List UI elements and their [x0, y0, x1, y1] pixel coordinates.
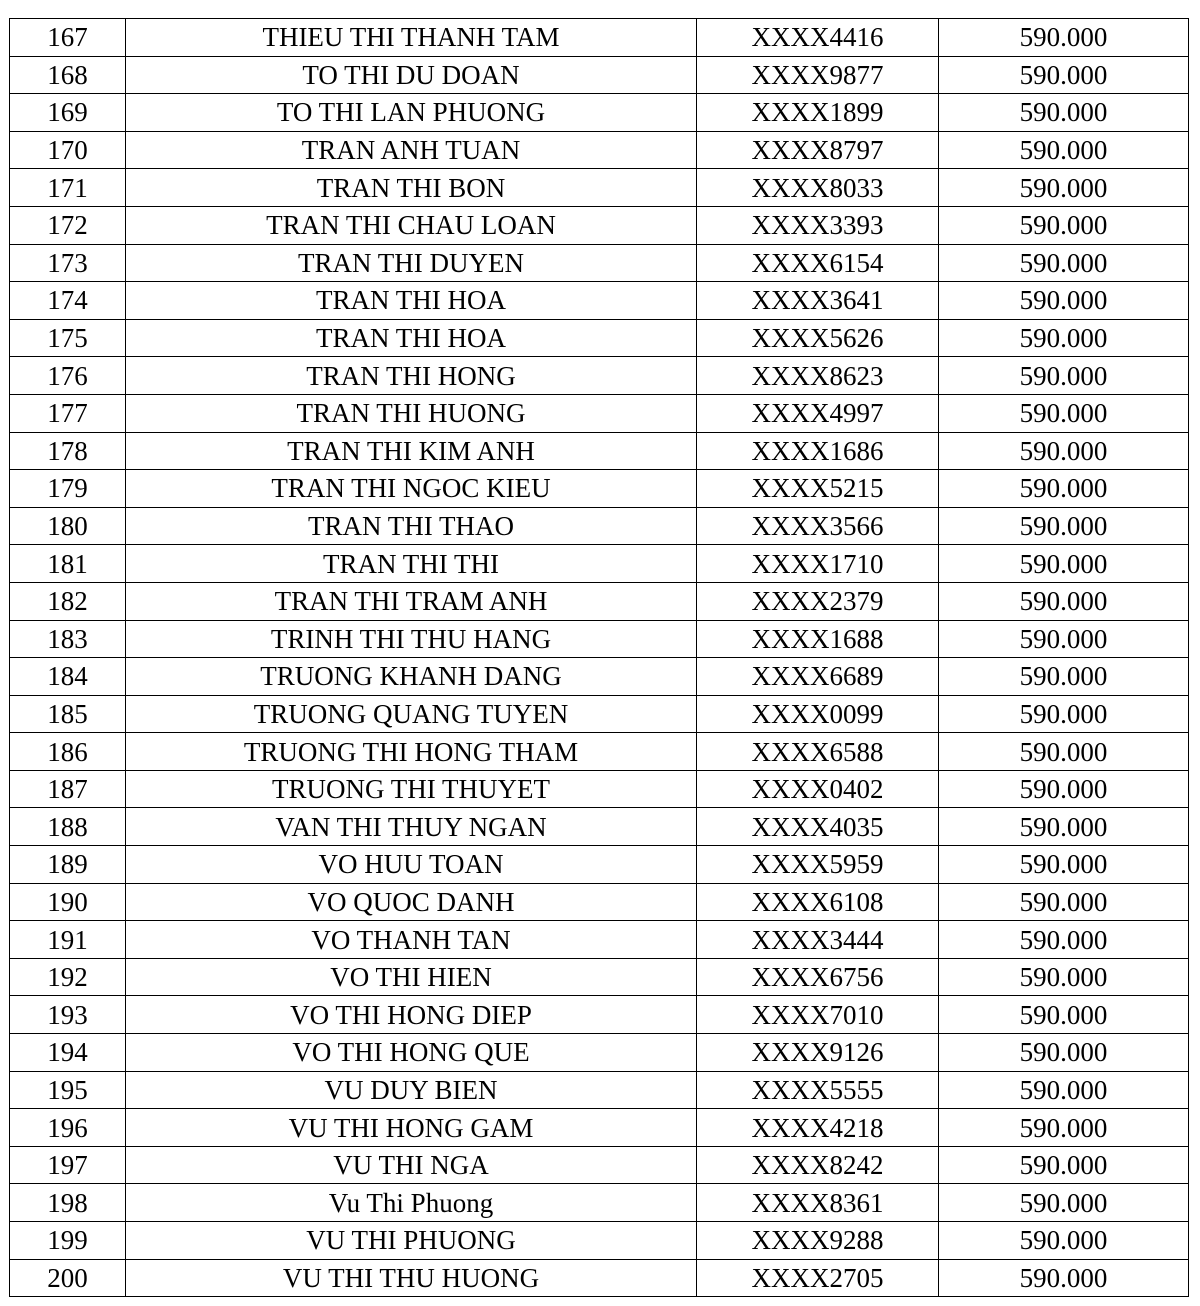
recipient-name-cell: VU THI HONG GAM — [126, 1109, 697, 1147]
account-number-cell: XXXX6154 — [697, 244, 939, 282]
row-number-cell: 200 — [10, 1259, 126, 1297]
recipient-name-cell: VO THANH TAN — [126, 921, 697, 959]
account-number-cell: XXXX6756 — [697, 958, 939, 996]
table-row — [10, 846, 1189, 884]
row-number-cell: 169 — [10, 94, 126, 132]
row-number-cell: 190 — [10, 883, 126, 921]
table-row — [10, 507, 1189, 545]
amount-cell: 590.000 — [939, 808, 1189, 846]
amount-cell: 590.000 — [939, 1034, 1189, 1072]
recipient-name-cell: TRUONG QUANG TUYEN — [126, 695, 697, 733]
row-number-cell: 171 — [10, 169, 126, 207]
account-number-cell: XXXX8033 — [697, 169, 939, 207]
amount-cell: 590.000 — [939, 996, 1189, 1034]
row-number-cell: 183 — [10, 620, 126, 658]
row-number-cell: 192 — [10, 958, 126, 996]
table-row — [10, 394, 1189, 432]
table-row — [10, 883, 1189, 921]
table-row — [10, 56, 1189, 94]
table-row — [10, 545, 1189, 583]
recipient-name-cell: TRAN THI NGOC KIEU — [126, 470, 697, 508]
table-row — [10, 658, 1189, 696]
table-row — [10, 244, 1189, 282]
table-row — [10, 695, 1189, 733]
table-row — [10, 733, 1189, 771]
recipient-name-cell: TO THI DU DOAN — [126, 56, 697, 94]
amount-cell: 590.000 — [939, 1184, 1189, 1222]
recipient-name-cell: VO THI HIEN — [126, 958, 697, 996]
table-row — [10, 620, 1189, 658]
amount-cell: 590.000 — [939, 883, 1189, 921]
recipient-name-cell: TRAN THI DUYEN — [126, 244, 697, 282]
recipient-name-cell: TO THI LAN PHUONG — [126, 94, 697, 132]
amount-cell: 590.000 — [939, 470, 1189, 508]
table-row — [10, 1184, 1189, 1222]
account-number-cell: XXXX4416 — [697, 19, 939, 57]
table-row — [10, 1109, 1189, 1147]
row-number-cell: 189 — [10, 846, 126, 884]
table-row — [10, 131, 1189, 169]
amount-cell: 590.000 — [939, 206, 1189, 244]
account-number-cell: XXXX1686 — [697, 432, 939, 470]
row-number-cell: 175 — [10, 319, 126, 357]
recipient-name-cell: VAN THI THUY NGAN — [126, 808, 697, 846]
table-row — [10, 582, 1189, 620]
table-row — [10, 770, 1189, 808]
amount-cell: 590.000 — [939, 1109, 1189, 1147]
account-number-cell: XXXX0402 — [697, 770, 939, 808]
recipient-name-cell: TRAN THI KIM ANH — [126, 432, 697, 470]
amount-cell: 590.000 — [939, 169, 1189, 207]
table-row — [10, 470, 1189, 508]
account-number-cell: XXXX5959 — [697, 846, 939, 884]
row-number-cell: 168 — [10, 56, 126, 94]
recipient-name-cell: TRAN THI BON — [126, 169, 697, 207]
row-number-cell: 197 — [10, 1146, 126, 1184]
account-number-cell: XXXX6689 — [697, 658, 939, 696]
recipient-name-cell: TRUONG KHANH DANG — [126, 658, 697, 696]
account-number-cell: XXXX0099 — [697, 695, 939, 733]
amount-cell: 590.000 — [939, 921, 1189, 959]
amount-cell: 590.000 — [939, 658, 1189, 696]
table-row — [10, 206, 1189, 244]
row-number-cell: 181 — [10, 545, 126, 583]
recipient-name-cell: VU THI NGA — [126, 1146, 697, 1184]
recipient-name-cell: TRAN THI THAO — [126, 507, 697, 545]
row-number-cell: 191 — [10, 921, 126, 959]
recipient-name-cell: VU DUY BIEN — [126, 1071, 697, 1109]
table-row — [10, 1259, 1189, 1297]
account-number-cell: XXXX4218 — [697, 1109, 939, 1147]
account-number-cell: XXXX9126 — [697, 1034, 939, 1072]
table-row — [10, 357, 1189, 395]
recipient-name-cell: THIEU THI THANH TAM — [126, 19, 697, 57]
row-number-cell: 194 — [10, 1034, 126, 1072]
row-number-cell: 193 — [10, 996, 126, 1034]
account-number-cell: XXXX8797 — [697, 131, 939, 169]
amount-cell: 590.000 — [939, 244, 1189, 282]
row-number-cell: 188 — [10, 808, 126, 846]
row-number-cell: 173 — [10, 244, 126, 282]
amount-cell: 590.000 — [939, 432, 1189, 470]
recipient-name-cell: TRINH THI THU HANG — [126, 620, 697, 658]
recipient-name-cell: VO THI HONG DIEP — [126, 996, 697, 1034]
table-row — [10, 432, 1189, 470]
amount-cell: 590.000 — [939, 319, 1189, 357]
recipient-name-cell: TRAN THI HUONG — [126, 394, 697, 432]
row-number-cell: 195 — [10, 1071, 126, 1109]
recipient-name-cell: TRAN THI CHAU LOAN — [126, 206, 697, 244]
row-number-cell: 180 — [10, 507, 126, 545]
account-number-cell: XXXX4035 — [697, 808, 939, 846]
account-number-cell: XXXX8361 — [697, 1184, 939, 1222]
account-number-cell: XXXX9877 — [697, 56, 939, 94]
amount-cell: 590.000 — [939, 507, 1189, 545]
account-number-cell: XXXX3393 — [697, 206, 939, 244]
account-number-cell: XXXX4997 — [697, 394, 939, 432]
amount-cell: 590.000 — [939, 1146, 1189, 1184]
row-number-cell: 199 — [10, 1222, 126, 1260]
table-row — [10, 282, 1189, 320]
row-number-cell: 178 — [10, 432, 126, 470]
account-number-cell: XXXX8242 — [697, 1146, 939, 1184]
amount-cell: 590.000 — [939, 545, 1189, 583]
recipient-name-cell: VO THI HONG QUE — [126, 1034, 697, 1072]
table-row — [10, 1071, 1189, 1109]
row-number-cell: 172 — [10, 206, 126, 244]
amount-cell: 590.000 — [939, 94, 1189, 132]
row-number-cell: 198 — [10, 1184, 126, 1222]
account-number-cell: XXXX1688 — [697, 620, 939, 658]
amount-cell: 590.000 — [939, 131, 1189, 169]
row-number-cell: 184 — [10, 658, 126, 696]
amount-cell: 590.000 — [939, 846, 1189, 884]
recipient-table-body — [10, 19, 1189, 1297]
account-number-cell: XXXX6108 — [697, 883, 939, 921]
amount-cell: 590.000 — [939, 282, 1189, 320]
recipient-name-cell: VU THI PHUONG — [126, 1222, 697, 1260]
recipient-name-cell: VO QUOC DANH — [126, 883, 697, 921]
row-number-cell: 176 — [10, 357, 126, 395]
recipient-name-cell: TRAN ANH TUAN — [126, 131, 697, 169]
row-number-cell: 177 — [10, 394, 126, 432]
amount-cell: 590.000 — [939, 958, 1189, 996]
account-number-cell: XXXX1710 — [697, 545, 939, 583]
recipient-name-cell: VU THI THU HUONG — [126, 1259, 697, 1297]
recipient-table — [9, 18, 1189, 1297]
amount-cell: 590.000 — [939, 1259, 1189, 1297]
row-number-cell: 187 — [10, 770, 126, 808]
table-row — [10, 921, 1189, 959]
account-number-cell: XXXX8623 — [697, 357, 939, 395]
amount-cell: 590.000 — [939, 357, 1189, 395]
table-row — [10, 958, 1189, 996]
table-row — [10, 1222, 1189, 1260]
account-number-cell: XXXX3641 — [697, 282, 939, 320]
amount-cell: 590.000 — [939, 394, 1189, 432]
amount-cell: 590.000 — [939, 620, 1189, 658]
recipient-name-cell: TRAN THI HOA — [126, 319, 697, 357]
amount-cell: 590.000 — [939, 1222, 1189, 1260]
row-number-cell: 186 — [10, 733, 126, 771]
recipient-name-cell: TRAN THI HONG — [126, 357, 697, 395]
row-number-cell: 170 — [10, 131, 126, 169]
row-number-cell: 196 — [10, 1109, 126, 1147]
table-row — [10, 808, 1189, 846]
table-row — [10, 1146, 1189, 1184]
amount-cell: 590.000 — [939, 770, 1189, 808]
recipient-name-cell: VO HUU TOAN — [126, 846, 697, 884]
recipient-name-cell: TRAN THI TRAM ANH — [126, 582, 697, 620]
recipient-name-cell: Vu Thi Phuong — [126, 1184, 697, 1222]
table-row — [10, 94, 1189, 132]
row-number-cell: 179 — [10, 470, 126, 508]
recipient-name-cell: TRUONG THI HONG THAM — [126, 733, 697, 771]
account-number-cell: XXXX1899 — [697, 94, 939, 132]
row-number-cell: 185 — [10, 695, 126, 733]
recipient-name-cell: TRAN THI THI — [126, 545, 697, 583]
account-number-cell: XXXX7010 — [697, 996, 939, 1034]
table-row — [10, 169, 1189, 207]
amount-cell: 590.000 — [939, 582, 1189, 620]
amount-cell: 590.000 — [939, 19, 1189, 57]
recipient-name-cell: TRUONG THI THUYET — [126, 770, 697, 808]
amount-cell: 590.000 — [939, 56, 1189, 94]
account-number-cell: XXXX5555 — [697, 1071, 939, 1109]
account-number-cell: XXXX6588 — [697, 733, 939, 771]
row-number-cell: 167 — [10, 19, 126, 57]
table-row — [10, 19, 1189, 57]
table-row — [10, 1034, 1189, 1072]
account-number-cell: XXXX2705 — [697, 1259, 939, 1297]
account-number-cell: XXXX2379 — [697, 582, 939, 620]
account-number-cell: XXXX5626 — [697, 319, 939, 357]
table-row — [10, 319, 1189, 357]
account-number-cell: XXXX3444 — [697, 921, 939, 959]
recipient-name-cell: TRAN THI HOA — [126, 282, 697, 320]
account-number-cell: XXXX5215 — [697, 470, 939, 508]
row-number-cell: 182 — [10, 582, 126, 620]
amount-cell: 590.000 — [939, 733, 1189, 771]
table-row — [10, 996, 1189, 1034]
account-number-cell: XXXX3566 — [697, 507, 939, 545]
amount-cell: 590.000 — [939, 695, 1189, 733]
account-number-cell: XXXX9288 — [697, 1222, 939, 1260]
amount-cell: 590.000 — [939, 1071, 1189, 1109]
row-number-cell: 174 — [10, 282, 126, 320]
